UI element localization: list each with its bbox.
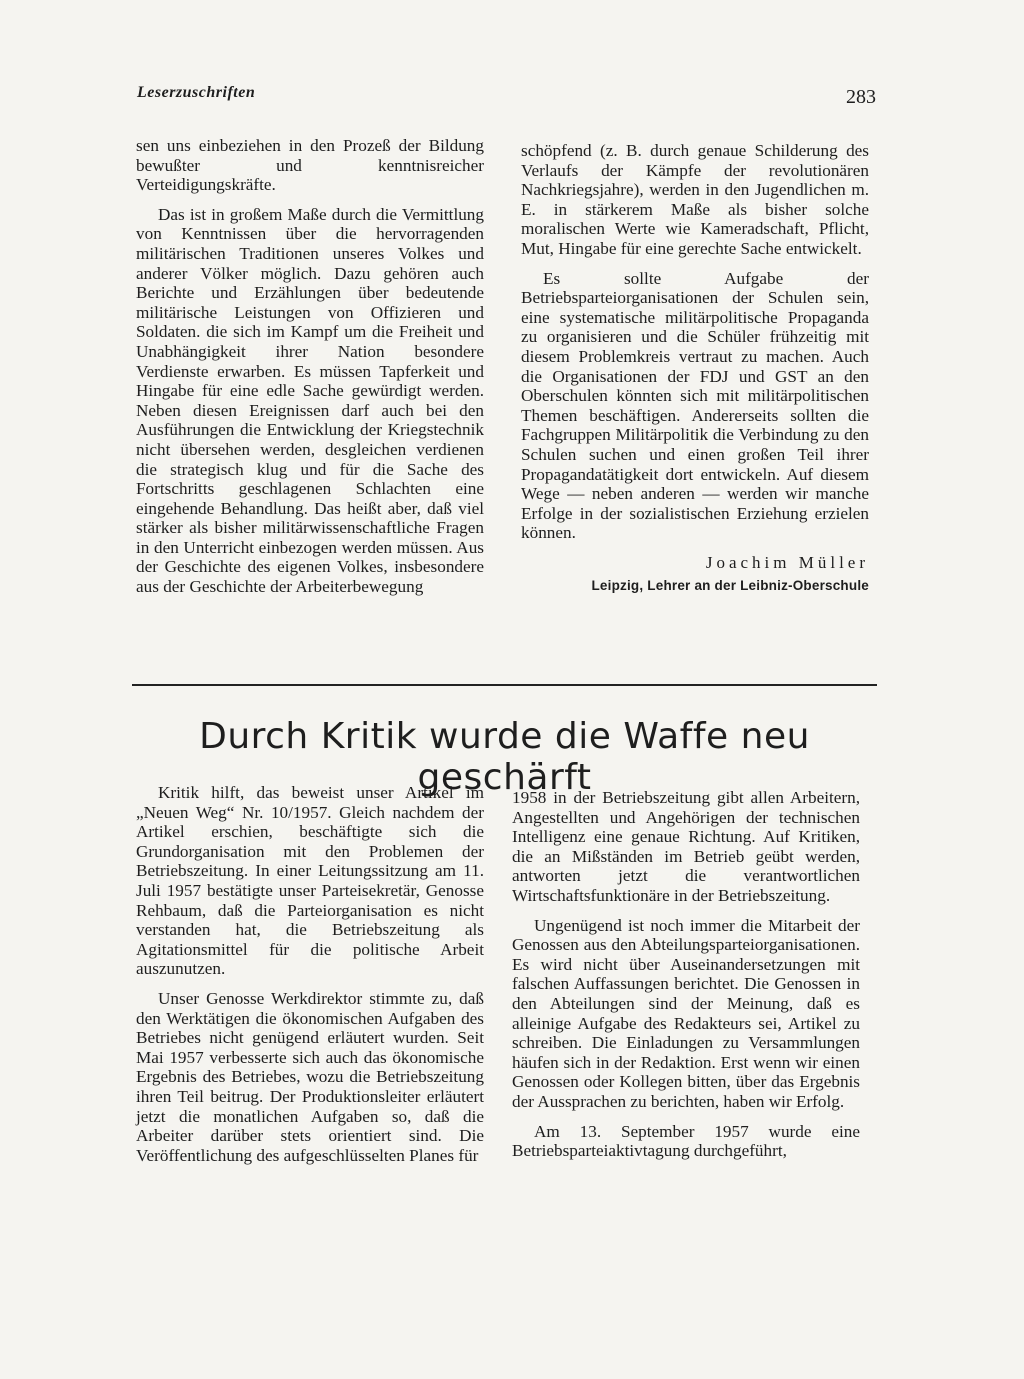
article-paragraph: Unser Genosse Werkdirektor stimmte zu, daß den Werktätigen die ökonomischen Aufgaben des Betriebes nicht genügend erläutert wurden. Seit Mai 1957 verbesserte sich auch das ökonomische Ergebnis des Betriebes, wozu die Betriebszeitung ihren Teil beitrug. Der Produktionsleiter erläutert jetzt die monatlichen Aufgaben so, daß die Arbeiter darüber stets orientiert sind. Die Veröffentlichung des aufgeschlüsselten Planes für (136, 988, 484, 1165)
article-paragraph: Kritik hilft, das beweist unser Artikel im „Neuen Weg“ Nr. 10/1957. Gleich nachdem der Artikel erschien, beschäftigte sich die Grundorganisation mit den Problemen der Betriebszeitung. In einer Leitungssitzung am 11. Juli 1957 bestätigte unser Parteisekretär, Genosse Rehbaum, daß die Parteiorganisation es nicht verstanden hat, die Betriebszeitung als Agitationsmittel für die politische Arbeit auszunutzen. (136, 783, 484, 979)
page-number: 283 (846, 86, 876, 108)
letter-right-column (521, 141, 869, 596)
article-left-column (136, 783, 484, 1165)
running-head: Leserzuschriften (137, 84, 256, 101)
signature-name: Joachim Müller (705, 552, 869, 572)
letter-paragraph: Es sollte Aufgabe der Betriebsparteiorganisationen der Schulen sein, eine systematische militärpolitische Propaganda zu organisieren und die Schüler frühzeitig mit diesem Problemkreis vertraut zu machen. Auch die Organisationen der FDJ und GST an den Oberschulen könnten sich mit militärpolitischen Themen beschäftigen. Andererseits sollten die Fachgruppen Militärpolitik die Verbindung zu den Schulen suchen und einen großen Teil ihrer Propagandatätigkeit dort entwickeln. Auf diesem Wege — neben anderen — werden wir manche Erfolge in der sozialistischen Erziehung erzielen können. (521, 268, 869, 543)
signature-place: Leipzig, Lehrer an der Leibniz-Oberschule (591, 578, 869, 594)
letter-left-column (136, 136, 484, 597)
letter-paragraph: sen uns einbeziehen in den Prozeß der Bildung bewußter und kenntnisreicher Verteidigungskräfte. (136, 136, 484, 195)
article-paragraph: Ungenügend ist noch immer die Mitarbeit der Genossen aus den Abteilungsparteiorganisationen. Es wird nicht über Auseinandersetzungen mit falschen Auffassungen berichtet. Die Genossen in den Abteilungen sind der Meinung, daß es alleinige Aufgabe des Redakteurs sei, Artikel zu schreiben. Die Einladungen zu Versammlungen häufen sich in der Redaktion. Erst wenn wir einen Genossen oder Kollegen bitten, über das Ergebnis der Aussprachen zu berichten, haben wir Erfolg. (512, 915, 860, 1111)
letter-paragraph: schöpfend (z. B. durch genaue Schilderung des Verlaufs der Kämpfe der revolutionären Nachkriegsjahre), werden in den Jugendlichen m. E. in stärkerem Maße als bisher solche moralischen Werte wie Kameradschaft, Pflicht, Mut, Hingabe für eine gerechte Sache entwickelt. (521, 141, 869, 258)
article-right-column (512, 788, 860, 1161)
article-paragraph: Am 13. September 1957 wurde eine Betriebsparteiaktivtagung durchgeführt, (512, 1121, 860, 1161)
letter-paragraph: Das ist in großem Maße durch die Vermittlung von Kenntnissen über die hervorragenden militärischen Traditionen unseres Volkes und anderer Völker möglich. Dazu gehören auch Berichte und Erzählungen über bedeutende militärische Leistungen von Offizieren und Soldaten. die sich im Kampf um die Freiheit und Unabhängigkeit ihrer Nation besondere Verdienste erwarben. Es müssen Tapferkeit und Hingabe für eine edle Sache gewürdigt werden. Neben diesen Ereignissen darf auch bei den Ausführungen die Entwicklung der Kriegstechnik nicht übersehen werden, desgleichen verdienen die strategisch klug und für die Sache des Fortschritts geschlagenen Schlachten eine eingehende Behandlung. Das heißt aber, daß viel stärker als bisher militärwissenschaftliche Fragen in den Unterricht einbezogen werden müssen. Aus der Geschichte des eigenen Volkes, insbesondere aus der Geschichte der Arbeiterbewegung (136, 204, 484, 597)
section-divider (132, 684, 877, 686)
article-paragraph: 1958 in der Betriebszeitung gibt allen Arbeitern, Angestellten und Angehörigen der technischen Intelligenz eine genaue Richtung. Auf Kritiken, die an Mißständen im Betrieb geübt werden, antworten jetzt die verantwortlichen Wirtschaftsfunktionäre in der Betriebszeitung. (512, 788, 860, 905)
article-headline: Durch Kritik wurde die Waffe neu geschärft (199, 716, 810, 798)
